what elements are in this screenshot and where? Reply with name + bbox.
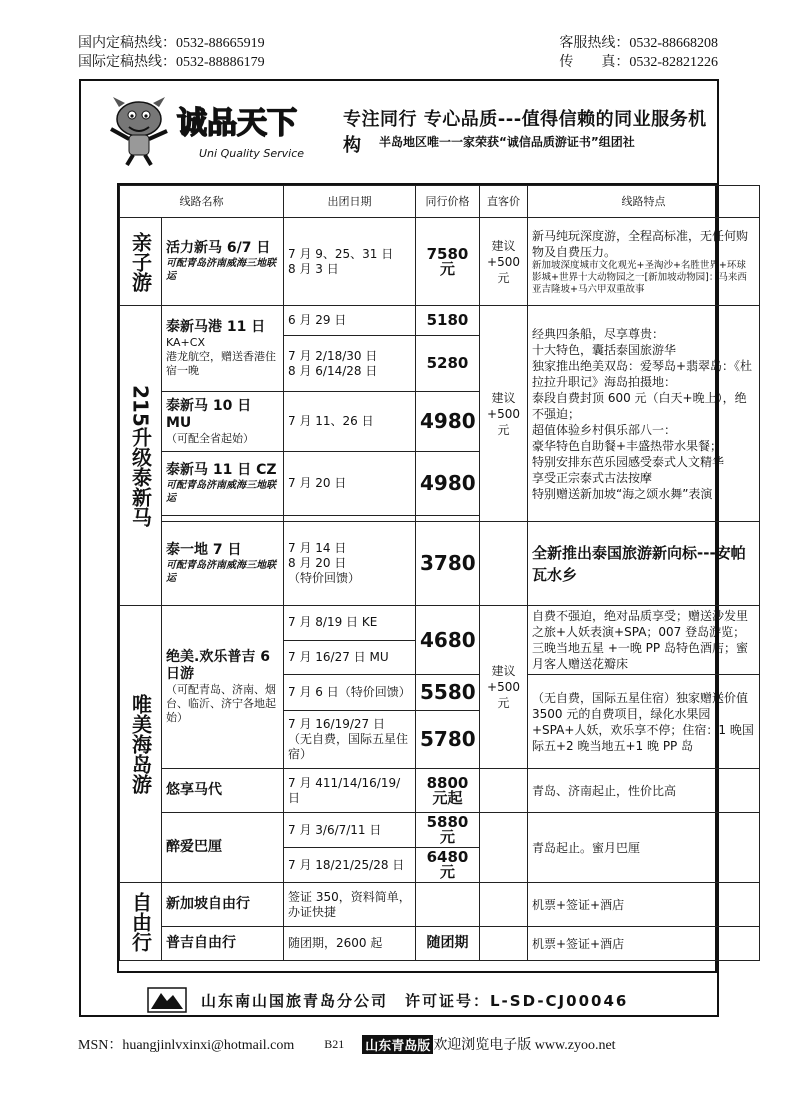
route-cell: 醉爱巴厘: [162, 813, 284, 883]
feature-cell: 机票+签证+酒店: [528, 927, 760, 961]
fax-number: 传 真：0532-82821226: [559, 55, 718, 70]
price-cell: 5880 元: [416, 813, 480, 848]
date-cell: 签证 350，资料简单，办证快捷: [284, 883, 416, 927]
ad-frame: [79, 79, 754, 1017]
table-row: [120, 218, 760, 306]
brand-subslogan: 半岛地区唯一一家荣获“诚信品质游证书”组团社: [379, 135, 635, 149]
table-row: [120, 769, 760, 813]
route-name: 活力新马 6/7 日: [166, 240, 271, 256]
feature-line: 享受正宗泰式古法按摩: [532, 470, 653, 485]
feature-line: 泰段自费封顶 600 元（白天+晚上），绝不强迫；: [532, 390, 747, 421]
category-island-label: 唯美海岛游: [128, 694, 153, 794]
price-cell: 5180: [416, 306, 480, 336]
date-cell: [284, 218, 416, 306]
feature-cell: 青岛起止。蜜月巴厘: [528, 813, 760, 883]
route-cell: [162, 392, 284, 452]
route-note: 可配青岛济南威海三地联运: [166, 560, 276, 584]
price-cell: 7580 元: [416, 218, 480, 306]
route-cell: [162, 218, 284, 306]
price-cell: 5780: [416, 711, 480, 769]
route-cell: 普吉自由行: [162, 927, 284, 961]
table-row: [120, 522, 760, 606]
edition-badge: 山东青岛版: [362, 1035, 433, 1054]
category-upgrade: [120, 306, 162, 606]
brand-name: 诚品天下: [177, 106, 297, 141]
suggest-cell-empty: [480, 769, 528, 813]
category-free: [120, 883, 162, 961]
route-note: （可配全省起始）: [166, 431, 254, 445]
suggest-cell: [480, 306, 528, 522]
feature-cell: [528, 218, 760, 306]
route-cell: 新加坡自由行: [162, 883, 284, 927]
date-cell: 7 月 20 日: [284, 452, 416, 516]
date-line: 7 月 9、25、31 日: [288, 246, 394, 261]
category-island: [120, 606, 162, 883]
suggest-cell-empty: [480, 813, 528, 883]
table-row: [120, 883, 760, 927]
date-cell: 随团期，2600 起: [284, 927, 416, 961]
suggest-amount: +500: [487, 254, 520, 269]
suggest-cell: [480, 218, 528, 306]
date-cell: 7 月 18/21/25/28 日: [284, 848, 416, 883]
date-cell: 7 月 8/19 日 KE: [284, 606, 416, 641]
suggest-label: 建议: [491, 390, 516, 405]
feature-line: 十大特色，囊括泰国旅游华: [532, 342, 677, 357]
msn-contact: MSN：huangjinlvxinxi@hotmail.com: [78, 1038, 295, 1053]
date-line: 7 月 14 日: [288, 541, 347, 555]
company-footer: [117, 986, 717, 1014]
table-row: [120, 813, 760, 848]
international-hotline: 国际定稿热线：0532-88886179: [78, 55, 265, 70]
suggest-cell-empty: [480, 927, 528, 961]
date-cell: 7 月 411/14/16/19/日: [284, 769, 416, 813]
price-cell: 4680: [416, 606, 480, 675]
price-cell: 5280: [416, 336, 480, 392]
brand-en: Uni Quality Service: [199, 147, 305, 160]
suggest-amount: +500: [487, 406, 520, 421]
header-date: 出团日期: [284, 186, 416, 218]
route-cell: [162, 306, 284, 392]
feature-line: 超值体验乡村俱乐部八一：: [532, 422, 677, 437]
route-cell: [162, 606, 284, 769]
feature-cell: [528, 306, 760, 522]
feature-line: 特别赠送新加坡“海之颂水舞”表演: [532, 486, 713, 501]
suggest-label: 建议: [491, 238, 516, 253]
route-sub: 港龙航空，赠送香港住宿一晚: [166, 350, 276, 377]
suggest-unit: 元: [497, 270, 510, 285]
table-header-row: [120, 186, 760, 218]
date-cell: 7 月 16/27 日 MU: [284, 640, 416, 675]
feature-cell: [528, 522, 760, 606]
table-row: [120, 606, 760, 641]
header-route: 线路名称: [120, 186, 284, 218]
date-line: （无自费，国际五星住宿）: [288, 732, 409, 761]
date-cell: 7 月 11、26 日: [284, 392, 416, 452]
feature-cell: （无自费，国际五星住宿）独家赠送价值 3500 元的自费项目，绿化水果园+SPA+人妖，欢乐享不停；住宿：1 晚国际五+2 晚当地五+1 晚 PP 岛: [528, 675, 760, 769]
table-row: [120, 927, 760, 961]
suggest-unit: 元: [497, 422, 510, 437]
route-table: [119, 185, 760, 961]
feature-line: 特别安排东芭乐园感受泰式人文精华: [532, 454, 725, 469]
feature-line: 独家推出绝美双岛：爱琴岛+翡翠岛：《杜拉拉升职记》海岛拍摄地：: [532, 358, 753, 389]
suggest-label: 建议: [491, 664, 516, 678]
price-cell: 3780: [416, 522, 480, 606]
feature-main: 新马纯玩深度游，全程高标准，无任何购物及自费压力。: [532, 228, 749, 259]
route-cell: 悠享马代: [162, 769, 284, 813]
suggest-amount: +500: [487, 680, 520, 694]
date-line: （特价回馈）: [288, 571, 361, 585]
feature-line: 经典四条船，尽享尊贵：: [532, 326, 665, 341]
price-cell: 5580: [416, 675, 480, 711]
date-line: 8 月 3 日: [288, 261, 339, 276]
route-name: 绝美.欢乐普吉 6日游: [166, 649, 270, 682]
table-row: [120, 306, 760, 336]
date-line: 8 月 20 日: [288, 556, 347, 570]
route-note: 可配青岛济南威海三地联运: [166, 258, 276, 282]
feature-cell: 机票+签证+酒店: [528, 883, 760, 927]
feature-highlight: 全新推出泰国旅游新向标---安帕瓦水乡: [532, 543, 746, 584]
category-family-label: 亲子游: [128, 231, 153, 292]
date-line: 8 月 6/14/28 日: [288, 363, 378, 378]
route-name: 泰新马 11 日 CZ: [166, 462, 277, 478]
hotlines: [78, 34, 718, 72]
price-cell: 4980: [416, 392, 480, 452]
header-price: 同行价格: [416, 186, 480, 218]
date-cell: 7 月 6 日（特价回馈）: [284, 675, 416, 711]
bottom-bar: [78, 1034, 718, 1054]
suggest-cell: [480, 606, 528, 769]
route-name: 泰一地 7 日: [166, 542, 242, 558]
category-family: [120, 218, 162, 306]
date-cell: 7 月 3/6/7/11 日: [284, 813, 416, 848]
suggest-cell-empty: [480, 522, 528, 606]
feature-cell: 青岛、济南起止，性价比高: [528, 769, 760, 813]
route-name: 泰新马 10 日 MU: [166, 397, 252, 431]
brand-slogan: 专注同行 专心品质---值得信赖的同业服务机构: [343, 109, 707, 156]
category-upgrade-label: 215升级泰新马: [128, 384, 153, 527]
price-cell: 随团期: [416, 927, 480, 961]
price-cell: 4980: [416, 452, 480, 516]
date-cell: [284, 336, 416, 392]
route-sub: KA+CX: [166, 336, 205, 349]
feature-line: 豪华特色自助餐+丰盛热带水果餐；: [532, 438, 723, 453]
domestic-hotline: 国内定稿热线：0532-88665919: [78, 36, 265, 51]
route-cell: [162, 452, 284, 516]
route-cell: [162, 522, 284, 606]
brand-logo: [99, 89, 349, 169]
date-cell: [284, 522, 416, 606]
route-note: 可配青岛济南威海三地联运: [166, 480, 276, 504]
page-number: B21: [324, 1036, 345, 1051]
header-feature: 线路特点: [528, 186, 760, 218]
suggest-unit: 元: [497, 696, 510, 710]
price-cell: 6480 元: [416, 848, 480, 883]
feature-small: 新加坡深度城市文化观光+圣淘沙+名胜世界+环球影城+世界十大动物园之一[新加坡动物园]：马来西亚吉隆坡+马六甲双重故事: [532, 259, 747, 295]
date-line: 7 月 16/19/27 日: [288, 717, 385, 731]
feature-cell: 自费不强迫，绝对品质享受；赠送沙发里之旅+人妖表演+SPA；007 登岛游览；三晚当地五星 +一晚 PP 岛特色酒店；蜜月客人赠送花瓣床: [528, 606, 760, 675]
price-cell: 8800 元起: [416, 769, 480, 813]
suggest-cell-empty: [480, 883, 528, 927]
header-direct-price: 直客价: [480, 186, 528, 218]
route-note: （可配青岛、济南、烟台、临沂、济宁各地起始）: [166, 683, 276, 724]
route-table-wrap: [117, 183, 754, 973]
service-hotline: 客服热线：0532-88668208: [559, 36, 718, 51]
welcome-link[interactable]: 欢迎浏览电子版 www.zyoo.net: [433, 1038, 616, 1053]
route-name: 泰新马港 11 日: [166, 319, 266, 335]
date-cell: 6 月 29 日: [284, 306, 416, 336]
date-cell: [284, 711, 416, 769]
category-free-label: 自由行: [128, 891, 153, 952]
company-name: 山东南山国旅青岛分公司 许可证号：L-SD-CJ00046: [201, 991, 629, 1010]
price-cell-empty: [416, 883, 480, 927]
company-logo-icon: [147, 987, 187, 1013]
date-line: 7 月 2/18/30 日: [288, 348, 378, 363]
